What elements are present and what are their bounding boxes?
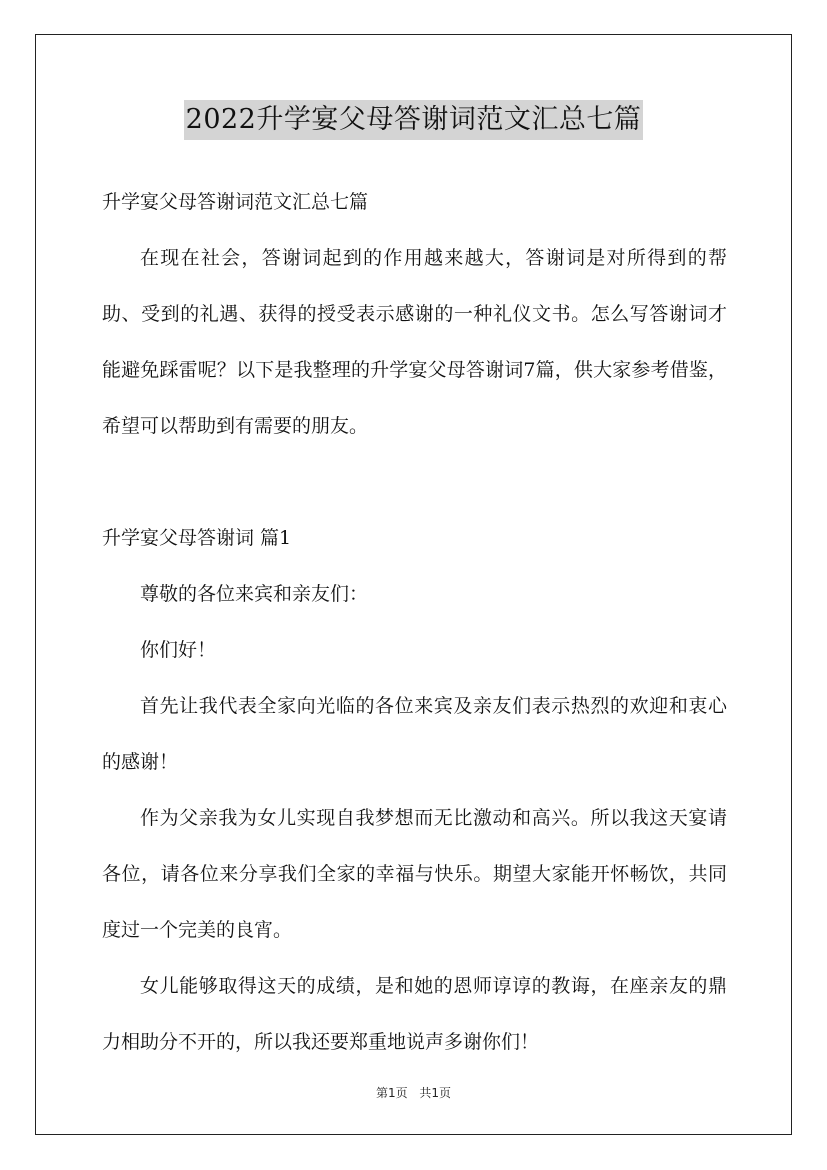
body-paragraph-1: 首先让我代表全家向光临的各位来宾及亲友们表示热烈的欢迎和衷心的感谢！ [102, 695, 727, 773]
body-paragraph-2: 作为父亲我为女儿实现自我梦想而无比激动和高兴。所以我这天宴请各位，请各位来分享我们全家的幸福与快乐。期望大家能开怀畅饮，共同度过一个完美的良宵。 [102, 807, 727, 941]
greeting: 你们好！ [140, 639, 217, 661]
document-subtitle: 升学宴父母答谢词范文汇总七篇 [102, 191, 369, 213]
title-container [0, 100, 827, 140]
document-body [102, 174, 727, 1070]
page-total: 共1页 [419, 1086, 452, 1100]
document-title: 2022升学宴父母答谢词范文汇总七篇 [184, 100, 644, 140]
blank-line [102, 454, 727, 510]
salutation: 尊敬的各位来宾和亲友们： [140, 583, 369, 605]
section-heading: 升学宴父母答谢词 篇1 [102, 527, 292, 549]
page-number: 第1页 [375, 1086, 408, 1100]
page-footer [0, 1084, 827, 1101]
intro-paragraph: 在现在社会，答谢词起到的作用越来越大，答谢词是对所得到的帮助、受到的礼遇、获得的授受表示感谢的一种礼仪文书。怎么写答谢词才能避免踩雷呢？以下是我整理的升学宴父母答谢词7篇，供大家参考借鉴，希望可以帮助到有需要的朋友。 [102, 247, 727, 437]
body-paragraph-3: 女儿能够取得这天的成绩，是和她的恩师谆谆的教诲，在座亲友的鼎力相助分不开的，所以我还要郑重地说声多谢你们！ [102, 975, 727, 1053]
